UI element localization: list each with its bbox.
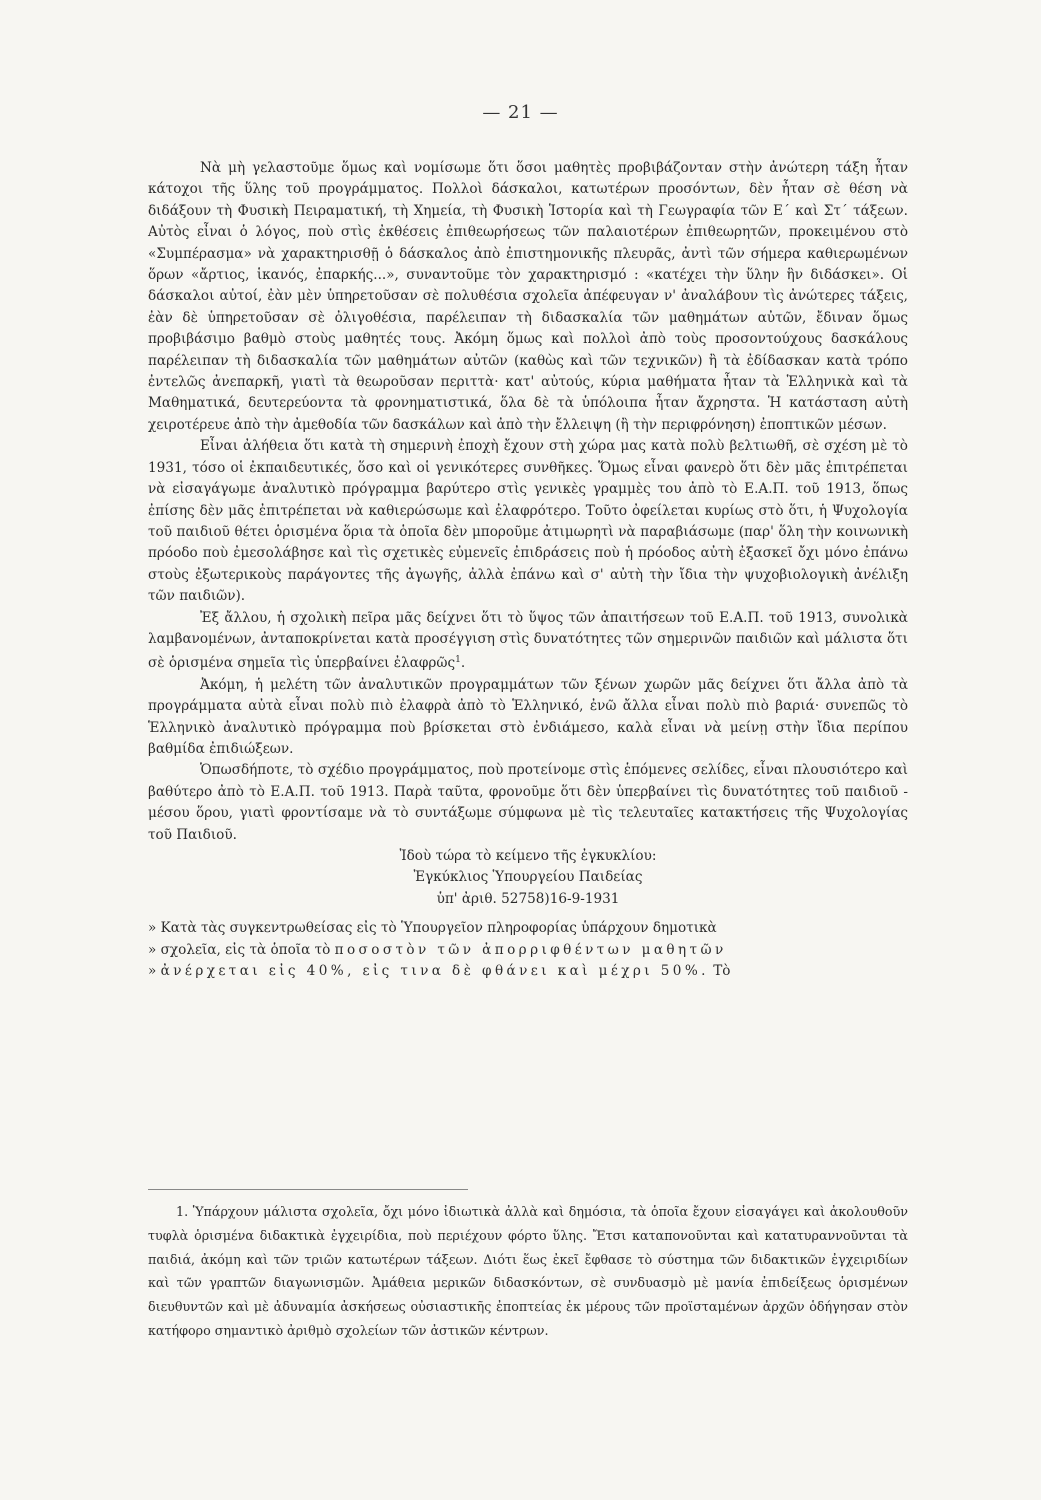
page-number: — 21 — bbox=[482, 102, 559, 123]
body-text bbox=[148, 158, 908, 982]
circular-reference: ὑπ' ἀριθ. 52758)16-9-1931 bbox=[436, 890, 620, 907]
quote-text: » σχολεῖα, εἰς τὰ ὁποῖα τὸ bbox=[148, 941, 335, 958]
paragraph: Ἀκόμη, ἡ μελέτη τῶν ἀναλυτικῶν προγραμμάτων τῶν ξένων χωρῶν μᾶς δείχνει ὅτι ἄλλα ἀπὸ τὰ προγράμματα αὐτὰ εἶναι πολὺ πιὸ ἐλαφρὰ ἀπὸ τὸ Ἑλληνικό, ἐνῶ ἄλλα εἶναι πολὺ πιὸ βαριά· συνεπῶς τὸ Ἑλληνικὸ ἀναλυτικὸ πρόγραμμα ποὺ βρίσκεται στὸ ἐνδιάμεσο, καλὰ εἶναι νὰ μείνῃ στὴν ἴδια περίπου βαθμίδα ἐπιδιώξεων. bbox=[148, 676, 908, 757]
footnote-reference: 1 bbox=[455, 655, 461, 666]
paragraph: Εἶναι ἀλήθεια ὅτι κατὰ τὴ σημερινὴ ἐποχὴ ἔχουν στὴ χώρα μας κατὰ πολὺ βελτιωθῆ, σὲ σχέση μὲ τὸ 1931, τόσο οἱ ἐκπαιδευτικές, ὅσο καὶ οἱ γενικότερες συνθῆκες. Ὅμως εἶναι φανερὸ ὅτι δὲν μᾶς ἐπιτρέπεται νὰ εἰσαγάγωμε ἀναλυτικὸ πρόγραμμα βαρύτερο στὶς γενικὲς γραμμὲς του ἀπὸ τὸ Ε.Α.Π. τοῦ 1913, ὅπως ἐπίσης δὲν μᾶς ἐπιτρέπεται νὰ καθιερώσωμε καὶ ἐλαφρότερο. Τοῦτο ὀφείλεται κυρίως στὸ ὅτι, ἡ Ψυχολογία τοῦ παιδιοῦ θέτει ὁρισμένα ὅρια τὰ ὁποῖα δὲν μποροῦμε ἀτιμωρητὶ νὰ παραβιάσωμε (παρ' ὅλη τὴν κοινωνικὴ πρόοδο ποὺ ἐμεσολάβησε καὶ τὶς σχετικὲς εὐμενεῖς ἐπιδράσεις ποὺ ἡ πρόοδος αὐτὴ ἐξασκεῖ ὄχι μόνο ἐπάνω στοὺς ἐξωτερικοὺς παράγοντες τῆς ἀγωγῆς, ἀλλὰ ἐπάνω καὶ σ' αὐτὴ τὴν ἴδια τὴν ψυχοβιολογικὴ ἀνέλιξη τῶν παιδιῶν). bbox=[148, 438, 908, 605]
quote-emphasis: ἀνέρχεται εἰς 40%, εἰς τινα δὲ φθάνει καὶ μέχρι 50%. bbox=[160, 963, 709, 980]
footnote-separator bbox=[148, 1189, 468, 1190]
quote-text: Τὸ bbox=[708, 963, 731, 980]
quote-line bbox=[148, 961, 908, 982]
quote-text: » bbox=[148, 963, 161, 980]
paragraph-text: Ἐξ ἄλλου, ἡ σχολικὴ πεῖρα μᾶς δείχνει ὅτι τὸ ὕψος τῶν ἀπαιτήσεων τοῦ Ε.Α.Π. τοῦ 1913, συνολικὰ λαμβανομένων, ἀνταποκρίνεται κατὰ προσέγγιση στὶς δυνατότητες τῶν σημερινῶν παιδιῶν καὶ μάλιστα ὅτι σὲ ὁρισμένα σημεῖα τὶς ὑπερβαίνει ἐλαφρῶς bbox=[148, 609, 908, 672]
quote-line bbox=[148, 940, 908, 961]
footnote: 1. Ὑπάρχουν μάλιστα σχολεῖα, ὄχι μόνο ἰδιωτικὰ ἀλλὰ καὶ δημόσια, τὰ ὁποῖα ἔχουν εἰσαγάγει καὶ ἀκολουθοῦν τυφλὰ ὁρισμένα διδακτικὰ ἐγχειρίδια, ποὺ περιέχουν φόρτο ὕλης. Ἔτσι καταπονοῦνται καὶ κατατυραννοῦνται τὰ παιδιά, ἀκόμη καὶ τῶν τριῶν κατωτέρων τάξεων. Διότι ἕως ἐκεῖ ἔφθασε τὸ σύστημα τῶν διδακτικῶν ἐγχειριδίων καὶ τῶν γραπτῶν διαγωνισμῶν. Ἀμάθεια μερικῶν διδασκόντων, σὲ συνδυασμὸ μὲ μανία ἐπιδείξεως ὁρισμένων διευθυντῶν καὶ μὲ ἀδυναμία ἀσκήσεως οὐσιαστικῆς ἐποπτείας ἐκ μέρους τῶν προϊσταμένων ἀρχῶν ὁδήγησαν στὸν κατήφορο σημαντικὸ ἀριθμὸ σχολείων τῶν ἀστικῶν κέντρων. bbox=[148, 1204, 908, 1338]
circular-quote bbox=[148, 918, 908, 982]
quote-emphasis: ποσοστὸν τῶν ἀπορριφθέντων μαθητῶν bbox=[334, 941, 727, 958]
quote-line: » Κατὰ τὰς συγκεντρωθείσας εἰς τὸ Ὑπουργεῖον πληροφορίας ὑπάρχουν δημοτικὰ bbox=[148, 920, 717, 937]
paragraph: Ἐξ ἄλλου, ἡ σχολικὴ πεῖρα μᾶς δείχνει ὅτι τὸ ὕψος τῶν ἀπαιτήσεων τοῦ Ε.Α.Π. τοῦ 1913, συνολικὰ λαμβανομένων, ἀνταποκρίνεται κατὰ προσέγγιση στὶς δυνατότητες τῶν σημερινῶν παιδιῶν καὶ μάλιστα ὅτι σὲ ὁρισμένα σημεῖα τὶς ὑπερβαίνει ἐλαφρῶς$^1$. bbox=[148, 609, 908, 672]
footnotes bbox=[148, 1200, 908, 1343]
paragraph: Ὁπωσδήποτε, τὸ σχέδιο προγράμματος, ποὺ προτείνομε στὶς ἑπόμενες σελίδες, εἶναι πλουσιότερο καὶ βαθύτερο ἀπὸ τὸ Ε.Α.Π. τοῦ 1913. Παρὰ ταῦτα, φρονοῦμε ὅτι δὲν ὑπερβαίνει τὶς δυνατότητες τοῦ παιδιοῦ - μέσου ὅρου, γιατὶ φροντίσαμε νὰ τὸ συντάξωμε σύμφωνα μὲ τὶς τελευταῖες κατακτήσεις τῆς Ψυχολογίας τοῦ Παιδιοῦ. bbox=[148, 762, 908, 843]
circular-title: Ἐγκύκλιος Ὑπουργείου Παιδείας bbox=[413, 869, 643, 886]
paragraph: Νὰ μὴ γελαστοῦμε ὅμως καὶ νομίσωμε ὅτι ὅσοι μαθητὲς προβιβάζονταν στὴν ἀνώτερη τάξη ἦταν κάτοχοι τῆς ὕλης τοῦ προγράμματος. Πολλοὶ δάσκαλοι, κατωτέρων προσόντων, δὲν ἦταν σὲ θέση νὰ διδάξουν τὴ Φυσικὴ Πειραματική, τὴ Χημεία, τὴ Φυσικὴ Ἱστορία καὶ τὴ Γεωγραφία τῶν Ε΄ καὶ Στ΄ τάξεων. Αὐτὸς εἶναι ὁ λόγος, ποὺ στὶς ἐκθέσεις ἐπιθεωρήσεως τῶν παλαιοτέρων ἐπιθεωρητῶν, προκειμένου στὸ «Συμπέρασμα» νὰ χαρακτηρισθῇ ὁ δάσκαλος ἀπὸ ἐπιστημονικῆς πλευρᾶς, ἀντὶ τῶν σήμερα καθιερωμένων ὅρων «ἄρτιος, ἱκανός, ἐπαρκής...», συναντοῦμε τὸν χαρακτηρισμό : «κατέχει τὴν ὕλην ἣν διδάσκει». Οἱ δάσκαλοι αὐτοί, ἐὰν μὲν ὑπηρετοῦσαν σὲ πολυθέσια σχολεῖα ἀπέφευγαν ν' ἀναλάβουν τὶς ἀνώτερες τάξεις, ἐὰν δὲ ὑπηρετοῦσαν σὲ ὀλιγοθέσια, παρέλειπαν τὴ διδασκαλία τῶν μαθημάτων αὐτῶν, ἔδιναν ὅμως προβιβάσιμο βαθμὸ στοὺς μαθητές τους. Ἀκόμη ὅμως καὶ πολλοὶ ἀπὸ τοὺς προσοντούχους δασκάλους παρέλειπαν τὴ διδασκαλία τῶν μαθημάτων αὐτῶν (καθὼς καὶ τῶν τεχνικῶν) ἢ τὰ ἐδίδασκαν κατὰ τρόπο ἐντελῶς ἀνεπαρκῆ, γιατὶ τὰ θεωροῦσαν περιττὰ· κατ' αὐτούς, κύρια μαθήματα ἦταν τὰ Ἑλληνικὰ καὶ τὰ Μαθηματικά, δευτερεύοντα τὰ φρονηματιστικά, ὅλα δὲ τὰ ὑπόλοιπα ἦταν ἄχρηστα. Ἡ κατάσταση αὐτὴ χειροτέρευε ἀπὸ τὴν ἀμεθοδία τῶν δασκάλων καὶ ἀπὸ τὴν ἔλλειψη (ἢ τὴν περιφρόνηση) ἐποπτικῶν μέσων. bbox=[148, 160, 908, 433]
centered-line: Ἰδοὺ τώρα τὸ κείμενο τῆς ἐγκυκλίου: bbox=[399, 848, 657, 864]
